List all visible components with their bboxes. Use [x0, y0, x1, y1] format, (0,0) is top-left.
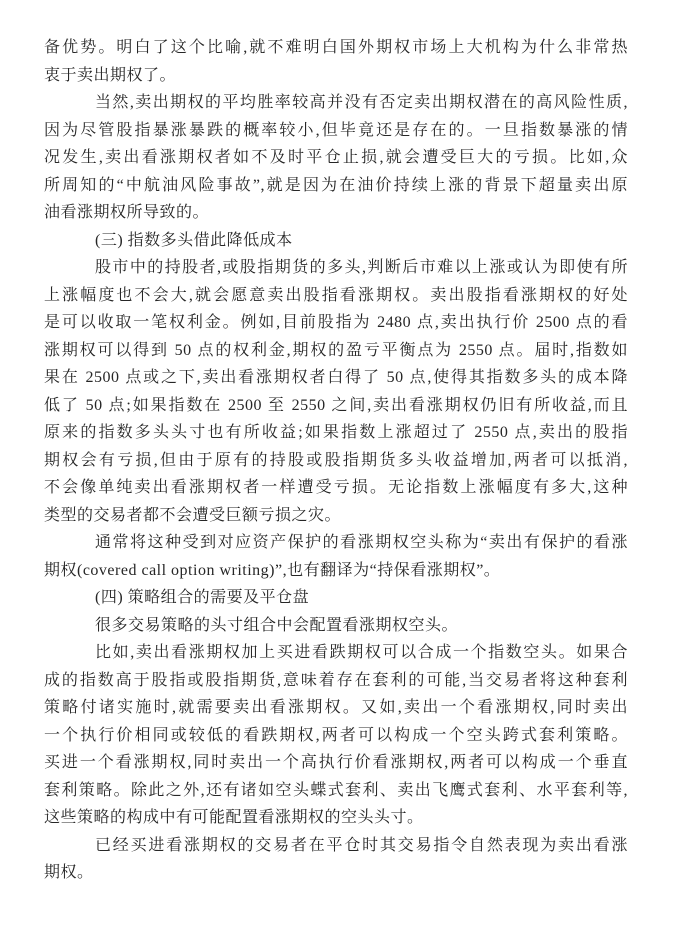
section-heading: (四) 策略组合的需要及平仓盘: [95, 589, 310, 606]
text-line: 比如,卖出看涨期权加上买进看跌期权可以合成一个指数空头。如果合: [95, 644, 628, 661]
text-line: 因为尽管股指暴涨暴跌的概率较小,但毕竟还是存在的。一旦指数暴涨的情: [44, 121, 628, 139]
text-line: 果在 2500 点或之下,卖出看涨期权者白得了 50 点,使得其指数多头的成本降: [44, 369, 628, 386]
text-line: 当然,卖出期权的平均胜率较高并没有否定卖出期权潜在的高风险性质,: [95, 94, 628, 111]
text-line: 衷于卖出期权了。: [44, 66, 177, 84]
text-line: 所周知的“中航油风险事故”,就是因为在油价持续上涨的背景下超量卖出原: [44, 176, 628, 194]
text-line: 期权会有亏损,但由于原有的持股或股指期货多头收益增加,两者可以抵消,: [44, 451, 628, 469]
text-line: 策略付诸实施时,就需要卖出看涨期权。又如,卖出一个看涨期权,同时卖出: [44, 699, 628, 716]
text-line: 备优势。明白了这个比喻,就不难明白国外期权市场上大机构为什么非常热: [44, 39, 628, 56]
text-block: [44, 34, 628, 887]
text-line: 涨期权可以得到 50 点的权利金,期权的盈亏平衡点为 2550 点。届时,指数如: [44, 341, 628, 359]
text-line: 已经买进看涨期权的交易者在平仓时其交易指令自然表现为卖出看涨: [95, 836, 628, 854]
section-heading: (三) 指数多头借此降低成本: [95, 231, 293, 249]
text-line: 套利策略。除此之外,还有诸如空头蝶式套利、卖出飞鹰式套利、水平套利等,: [44, 781, 628, 799]
text-line: 是可以收取一笔权利金。例如,目前股指为 2480 点,卖出执行价 2500 点的看: [44, 314, 628, 331]
text-line: 期权。: [44, 864, 94, 881]
text-line: 况发生,卖出看涨期权者如不及时平仓止损,就会遭受巨大的亏损。比如,众: [44, 149, 628, 166]
text-line: 通常将这种受到对应资产保护的看涨期权空头称为“卖出有保护的看涨: [95, 534, 628, 551]
text-line: 一个执行价相同或较低的看跌期权,两者可以构成一个空头跨式套利策略。: [44, 726, 628, 744]
text-line: 这些策略的构成中有可能配置看涨期权的空头头寸。: [44, 809, 424, 826]
text-line: 油看涨期权所导致的。: [44, 204, 210, 221]
text-line: 类型的交易者都不会遭受巨额亏损之灾。: [44, 506, 342, 524]
text-line: 很多交易策略的头寸组合中会配置看涨期权空头。: [95, 616, 459, 634]
text-line: 股市中的持股者,或股指期货的多头,判断后市难以上涨或认为即使有所: [95, 259, 628, 276]
text-line: 上涨幅度也不会大,就会愿意卖出股指看涨期权。卖出股指看涨期权的好处: [44, 286, 628, 304]
text-line: 原来的指数多头头寸也有所收益;如果指数上涨超过了 2550 点,卖出的股指: [44, 424, 628, 441]
text-line: 不会像单纯卖出看涨期权者一样遭受亏损。无论指数上涨幅度有多大,这种: [44, 479, 628, 496]
text-line: 期权(covered call option writing)”,也有翻译为“持保看涨期权”。: [44, 561, 501, 579]
text-line: 成的指数高于股指或股指期货,意味着存在套利的可能,当交易者将这种套利: [44, 671, 628, 689]
text-line: 低了 50 点;如果指数在 2500 至 2550 之间,卖出看涨期权仍旧有所收益,而且: [44, 396, 628, 414]
text-line: 买进一个看涨期权,同时卖出一个高执行价看涨期权,两者可以构成一个垂直: [44, 754, 628, 771]
